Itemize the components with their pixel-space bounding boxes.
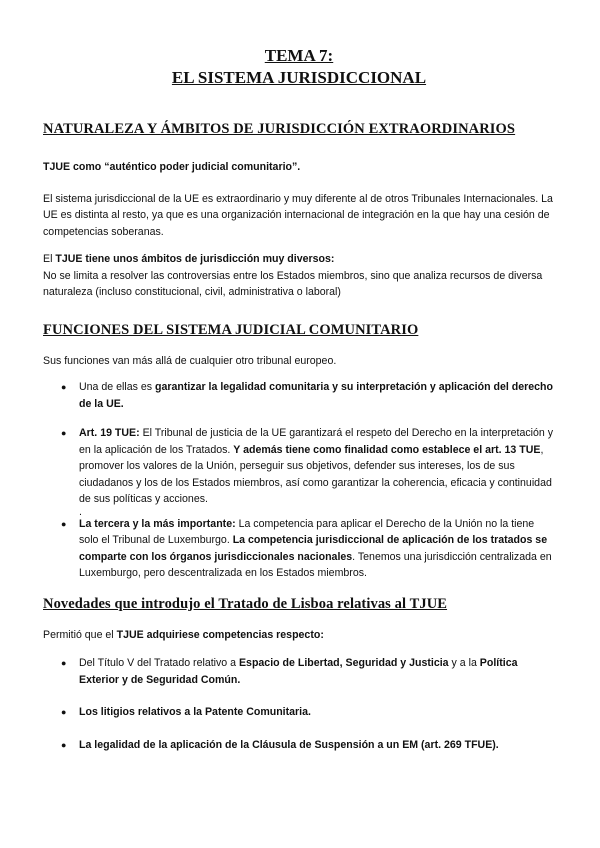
bullet-icon: ● [61, 739, 67, 750]
document-title [43, 45, 555, 89]
title-line-1: TEMA 7: [264, 46, 334, 65]
section2-intro: Sus funciones van más allá de cualquier otro tribunal europeo. [43, 354, 337, 367]
section1-paragraph-1: El sistema jurisdiccional de la UE es extraordinario y muy diferente al de otros Tribunales Internacionales. La UE es distinta al resto, ya que es una organización internacional de integración en la que hay una cesión de competencias soberanas. [43, 192, 553, 238]
para2-bold: TJUE tiene unos ámbitos de jurisdicción muy diversos: [55, 253, 335, 265]
title-line-2: EL SISTEMA JURISDICCIONAL [171, 68, 427, 87]
bullet-icon: ● [61, 382, 67, 392]
para2-rest: No se limita a resolver las controversias entre los Estados miembros, sino que analiza recursos de diversa naturaleza (incluso constitucional, civil, administrativa o laboral) [43, 269, 543, 298]
novedades-list [43, 655, 555, 753]
bullet-icon: ● [61, 518, 67, 529]
funciones-list-continued [43, 516, 555, 582]
bullet-icon: ● [61, 658, 67, 668]
bullet-icon: ● [61, 428, 67, 438]
section-heading-naturaleza: NATURALEZA Y ÁMBITOS DE JURISDICCIÓN EXTRAORDINARIOS [43, 121, 516, 137]
section1-intro-text: TJUE como “auténtico poder judicial comunitario”. [43, 161, 301, 173]
section-heading-funciones: FUNCIONES DEL SISTEMA JUDICIAL COMUNITARIO [43, 321, 419, 338]
list-item: ● Los litigios relativos a la Patente Comunitaria. [43, 704, 555, 721]
section1-paragraph-2 [43, 251, 555, 301]
list-item: ● Del Título V del Tratado relativo a Espacio de Libertad, Seguridad y Justicia y a la Política Exterior y de Seguridad Común. [61, 657, 518, 686]
list-item: ● Una de ellas es garantizar la legalidad comunitaria y su interpretación y aplicación del derecho de la UE. [61, 381, 553, 410]
funciones-list [43, 379, 555, 508]
section3-intro: Permitió que el TJUE adquiriese competencias respecto: [43, 628, 324, 641]
para2-pre: El [43, 253, 56, 265]
list-item: ● La tercera y la más importante: La competencia para aplicar el Derecho de la Unión no la tiene solo el Tribunal de Luxemburgo. La competencia jurisdiccional de aplicación de los tratados se comparte con los órganos jurisdiccionales nacionales. Tenemos una jurisdicción centralizada en Luxemburgo, pero descentralizada en los Estados miembros. [61, 517, 552, 579]
section1-intro [43, 159, 555, 176]
stray-dot: . [79, 505, 82, 518]
bullet-icon: ● [61, 707, 67, 717]
list-item: ● La legalidad de la aplicación de la Cláusula de Suspensión a un EM (art. 269 TFUE). [43, 737, 555, 754]
section-heading-novedades: Novedades que introdujo el Tratado de Lisboa relativas al TJUE [43, 595, 448, 612]
list-item: ● Art. 19 TUE: El Tribunal de justicia de la UE garantizará el respeto del Derecho en la interpretación y en la aplicación de los Tratados. Y además tiene como finalidad como establece el art. 13 TUE, promover los valores de la Unión, perseguir sus objetivos, defender sus intereses, los de sus ciudadanos y los de los Estados miembros, así como garantizar la coherencia, eficacia y continuidad de sus políticas y acciones. [61, 427, 554, 505]
